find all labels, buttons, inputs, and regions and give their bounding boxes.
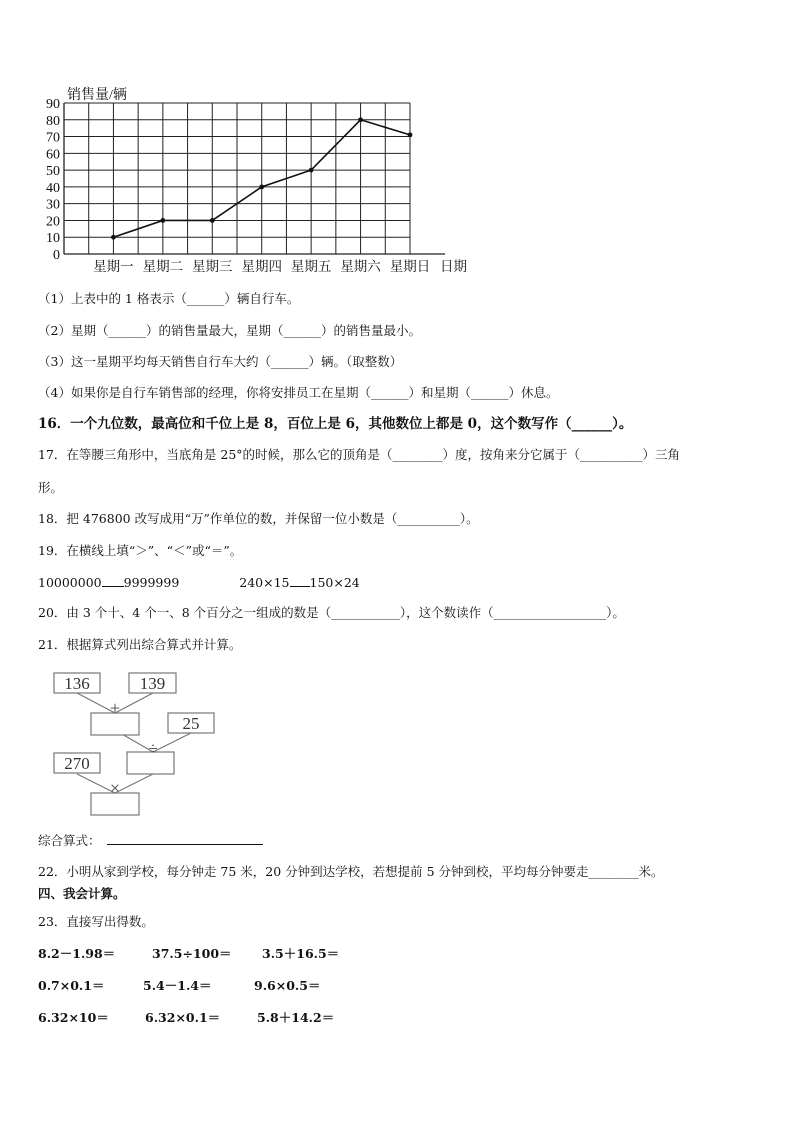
box-136 <box>54 673 100 693</box>
chart-grid <box>64 103 445 254</box>
q21-flow-diagram <box>48 668 248 818</box>
box-270 <box>54 753 100 773</box>
q23-r2-c2: 5.4－1.4＝ <box>143 978 212 993</box>
q21-answer-label: 综合算式： <box>38 833 101 848</box>
q23-r2-c1: 0.7×0.1＝ <box>38 978 105 993</box>
question-21-title: 21．根据算式列出综合算式并计算。 <box>38 637 242 652</box>
x-label-3: 星期三 <box>192 259 233 274</box>
data-point-1 <box>111 235 116 240</box>
y-tick-10: 10 <box>46 231 60 247</box>
y-tick-20: 20 <box>46 214 60 230</box>
box-139 <box>129 673 176 693</box>
q19-a-right: 9999999 <box>123 575 180 590</box>
q15-sub2: （2）星期（______）的销售量最大，星期（______）的销售量最小。 <box>38 323 421 338</box>
x-category-labels <box>93 259 430 274</box>
q23-r1-c2: 37.5÷100＝ <box>152 946 232 961</box>
q21-answer-line <box>38 832 263 849</box>
value-136: 136 <box>64 674 90 693</box>
q15-sub4: （4）如果你是自行车销售部的经理，你将安排员工在星期（______）和星期（______）休息。 <box>38 385 559 400</box>
q23-r3-c1: 6.32×10＝ <box>38 1010 109 1025</box>
plus-operator: + <box>109 698 121 718</box>
q23-r3-c2: 6.32×0.1＝ <box>145 1010 221 1025</box>
divide-operator: ÷ <box>148 739 158 758</box>
question-17-line2: 形。 <box>38 480 64 495</box>
y-tick-80: 80 <box>46 113 60 129</box>
value-270: 270 <box>64 754 90 773</box>
sales-line-chart <box>0 0 794 290</box>
x-label-2: 星期二 <box>142 259 184 274</box>
question-17-line1: 17．在等腰三角形中，当底角是 25°的时候，那么它的顶角是（________）度，按角来分它属于（__________）三角 <box>38 447 681 462</box>
y-tick-40: 40 <box>46 180 60 196</box>
section-4-heading: 四、我会计算。 <box>38 886 126 901</box>
x-label-6: 星期六 <box>340 259 381 274</box>
question-20: 20．由 3 个十、4 个一、8 个百分之一组成的数是（___________），这个数读作（__________________）。 <box>38 605 625 620</box>
y-tick-30: 30 <box>46 197 60 213</box>
times-operator: × <box>109 778 121 798</box>
y-tick-60: 60 <box>46 147 60 163</box>
q19-a-blank[interactable] <box>102 574 124 587</box>
y-tick-50: 50 <box>46 164 60 180</box>
question-19-title: 19．在横线上填“＞”、“＜”或“＝”。 <box>38 543 243 558</box>
data-point-5 <box>309 168 314 173</box>
y-tick-90: 90 <box>46 97 60 112</box>
question-19-items <box>38 574 360 591</box>
data-point-2 <box>160 218 165 223</box>
q23-r1-c1: 8.2－1.98＝ <box>38 946 116 961</box>
q19-b-left: 240×15 <box>239 575 290 590</box>
q19-b-blank[interactable] <box>290 574 310 587</box>
box-25 <box>168 713 214 733</box>
x-label-7: 星期日 <box>389 259 431 274</box>
q23-r3-c3: 5.8＋14.2＝ <box>257 1010 335 1025</box>
q23-r1-c3: 3.5＋16.5＝ <box>262 946 340 961</box>
x-axis-title: 日期 <box>440 259 467 274</box>
question-23-title: 23．直接写出得数。 <box>38 914 154 929</box>
value-139: 139 <box>139 674 166 693</box>
value-25: 25 <box>182 714 200 733</box>
x-label-1: 星期一 <box>93 259 134 274</box>
y-tick-labels <box>46 97 60 263</box>
question-16: 16．一个九位数，最高位和千位上是 8，百位上是 6，其他数位上都是 0，这个数写作（______）。 <box>38 416 633 432</box>
data-point-6 <box>358 117 363 122</box>
y-tick-0: 0 <box>53 248 60 263</box>
question-22: 22．小明从家到学校，每分钟走 75 米，20 分钟到达学校，若想提前 5 分钟到校，平均每分钟要走________米。 <box>38 864 664 879</box>
data-point-3 <box>210 218 215 223</box>
x-label-4: 星期四 <box>241 259 282 274</box>
q19-b-right: 150×24 <box>309 575 360 590</box>
y-tick-70: 70 <box>46 130 60 146</box>
x-label-5: 星期五 <box>290 259 332 274</box>
data-point-4 <box>259 184 264 189</box>
q19-a-left: 10000000 <box>38 575 102 590</box>
q15-sub1: （1）上表中的 1 格表示（______）辆自行车。 <box>38 291 300 306</box>
q23-r2-c3: 9.6×0.5＝ <box>254 978 321 993</box>
q21-answer-blank[interactable] <box>107 832 263 845</box>
q15-sub3: （3）这一星期平均每天销售自行车大约（______）辆。（取整数） <box>38 354 403 369</box>
question-18: 18．把 476800 改写成用“万”作单位的数，并保留一位小数是（__________）。 <box>38 511 479 526</box>
data-point-7 <box>408 132 413 137</box>
y-axis-title: 销售量/辆 <box>67 88 127 103</box>
